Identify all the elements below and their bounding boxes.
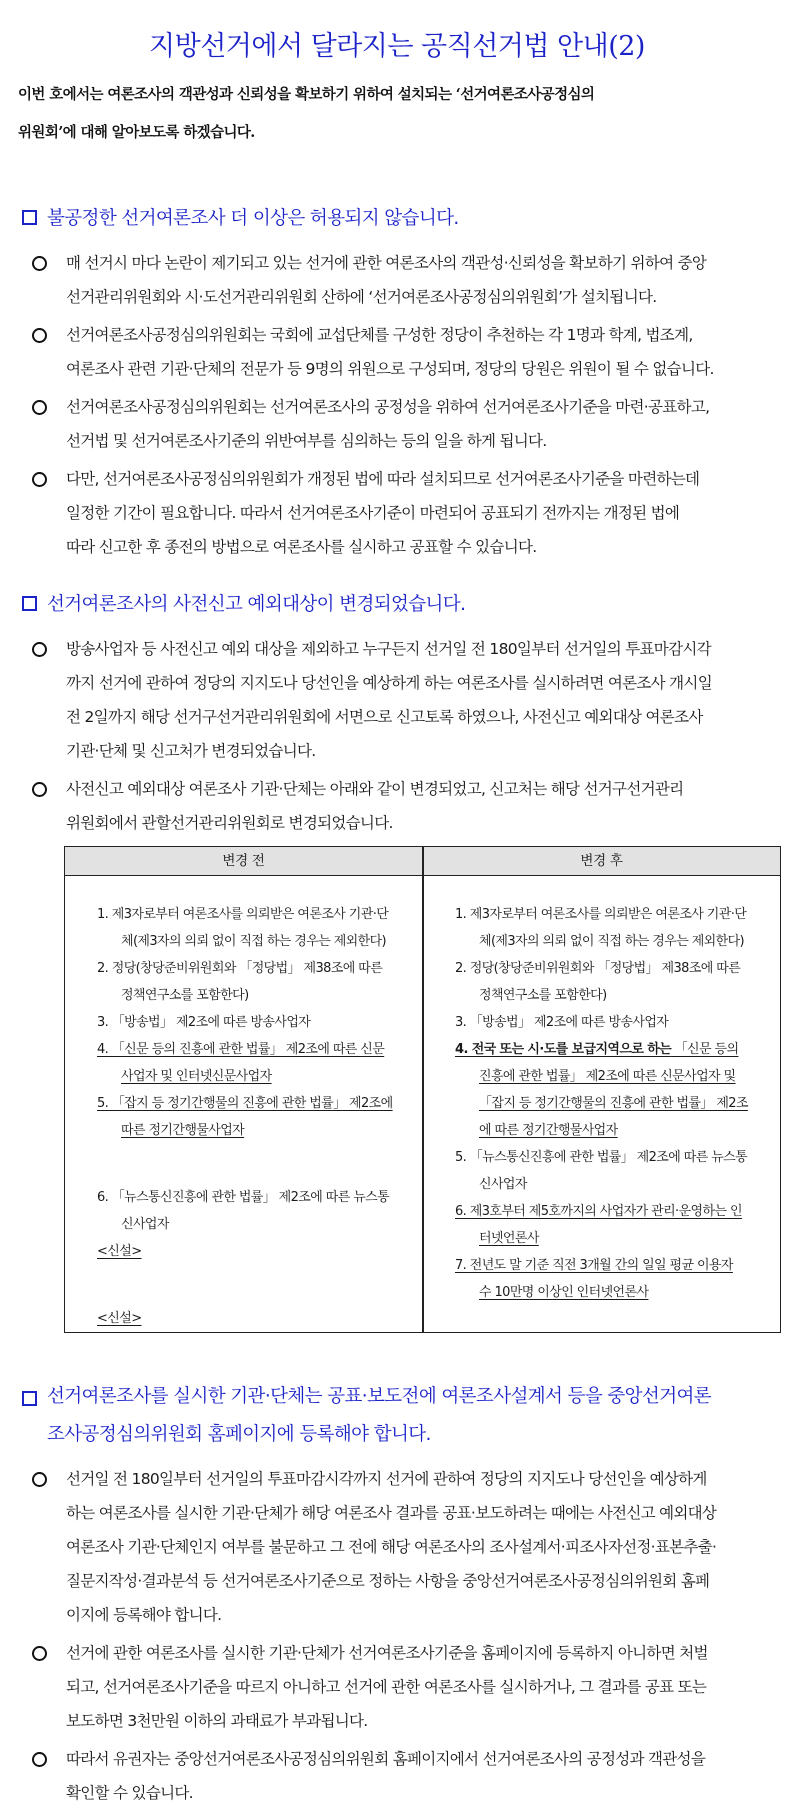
circle-bullet-icon — [32, 1752, 47, 1767]
bullet-paragraph: 선거에 관한 여론조사를 실시한 기관·단체가 선거여론조사기준을 홈페이지에 등록하지 아니하면 처벌 되고, 선거여론조사기준을 따르지 아니하고 선거에 관한 여론조사를 실시하거나, 그 결과를 공표 또는 보도하면 3천만원 이하의 과태료가 부과됩니다. — [22, 1636, 780, 1738]
bullet-paragraph: 매 선거시 마다 논란이 제기되고 있는 선거에 관한 여론조사의 객관성·신뢰성을 확보하기 위하여 중앙 선거관리위원회와 시·도선거관리위원회 산하에 ‘선거여론조사공정심의위원회’가 설치됩니다. — [22, 246, 780, 314]
table-item: 5. 「뉴스통신진흥에 관한 법률」 제2조에 따른 뉴스통 신사업자 — [455, 1150, 748, 1192]
comparison-table — [64, 846, 781, 1333]
table-item: 6. 「뉴스통신진흥에 관한 법률」 제2조에 따른 뉴스통 신사업자 — [97, 1190, 390, 1232]
circle-bullet-icon — [32, 782, 47, 797]
circle-bullet-icon — [32, 400, 47, 415]
bullet-paragraph: 선거여론조사공정심의위원회는 국회에 교섭단체를 구성한 정당이 추천하는 각 1명과 학계, 법조계, 여론조사 관련 기관·단체의 전문가 등 9명의 위원으로 구성되며, 정당의 당원은 위원이 될 수 없습니다. — [22, 318, 780, 386]
new-clause-placeholder: <신설> — [97, 1244, 142, 1259]
section2-bullets — [22, 632, 780, 840]
table-item: 3. 「방송법」 제2조에 따른 방송사업자 — [455, 1015, 669, 1030]
checkbox-square-icon — [22, 210, 37, 225]
bullet-paragraph: 선거일 전 180일부터 선거일의 투표마감시각까지 선거에 관하여 정당의 지지도나 당선인을 예상하게 하는 여론조사를 실시한 기관·단체가 해당 여론조사 결과를 공표·보도하려는 때에는 사전신고 예외대상 여론조사 기관·단체인지 여부를 불문하고 그 전에 해당 여론조사의 조사설계서·피조사자선정·표본추출· 질문지작성·결과분석 등 선거여론조사기준으로 정하는 사항을 중앙선거여론조사공정심의위원회 홈페 이지에 등록해야 합니다. — [22, 1462, 780, 1632]
bullet-paragraph: 사전신고 예외대상 여론조사 기관·단체는 아래와 같이 변경되었고, 신고처는 해당 선거구선거관리 위원회에서 관할선거관리위원회로 변경되었습니다. — [22, 772, 780, 840]
table-item: 1. 제3자로부터 여론조사를 의뢰받은 여론조사 기관·단 체(제3자의 의뢰 없이 직접 하는 경우는 제외한다) — [97, 907, 389, 949]
intro-line: 위원회’에 대해 알아보도록 하겠습니다. — [18, 124, 255, 141]
section1-bullets — [22, 246, 780, 564]
circle-bullet-icon — [32, 642, 47, 657]
document-title: 지방선거에서 달라지는 공직선거법 안내(2) — [149, 31, 645, 62]
section-heading-registration: 선거여론조사를 실시한 기관·단체는 공표·보도전에 여론조사설계서 등을 중앙선거여론 조사공정심의위원회 홈페이지에 등록해야 합니다. — [22, 1378, 782, 1454]
intro-line: 이번 호에서는 여론조사의 객관성과 신뢰성을 확보하기 위하여 설치되는 ‘선거여론조사공정심의 — [18, 86, 595, 103]
column-divider — [422, 847, 424, 1332]
table-item: 2. 정당(창당준비위원회와 「정당법」 제38조에 따른 정책연구소를 포함한다) — [455, 961, 741, 1003]
circle-bullet-icon — [32, 256, 47, 271]
circle-bullet-icon — [32, 1646, 47, 1661]
bullet-paragraph: 방송사업자 등 사전신고 예외 대상을 제외하고 누구든지 선거일 전 180일부터 선거일의 투표마감시각 까지 선거에 관하여 정당의 지지도나 당선인을 예상하게 하는 여론조사를 실시하려면 여론조사 개시일 전 2일까지 해당 선거구선거관리위원회에 서면으로 신고토록 하였으나, 사전신고 예외대상 여론조사 기관·단체 및 신고처가 변경되었습니다. — [22, 632, 780, 768]
column-header-before: 변경 전 — [222, 853, 265, 869]
intro-paragraph — [18, 76, 780, 152]
column-before — [73, 901, 413, 1332]
checkbox-square-icon — [22, 596, 37, 611]
section-heading-exemption-change: 선거여론조사의 사전신고 예외대상이 변경되었습니다. — [22, 586, 782, 624]
bullet-paragraph: 다만, 선거여론조사공정심의위원회가 개정된 법에 따라 설치되므로 선거여론조사기준을 마련하는데 일정한 기간이 필요합니다. 따라서 선거여론조사기준이 마련되어 공표되기 전까지는 개정된 법에 따라 신고한 후 종전의 방법으로 여론조사를 실시하고 공표할 수 있습니다. — [22, 462, 780, 564]
table-item: 1. 제3자로부터 여론조사를 의뢰받은 여론조사 기관·단 체(제3자의 의뢰 없이 직접 하는 경우는 제외한다) — [455, 907, 747, 949]
circle-bullet-icon — [32, 472, 47, 487]
column-header-after: 변경 후 — [580, 853, 623, 869]
new-clause-placeholder: <신설> — [97, 1311, 142, 1326]
table-item-underlined: 6. 제3호부터 제5호까지의 사업자가 관리·운영하는 인 터넷언론사 — [455, 1204, 742, 1246]
bullet-paragraph: 선거여론조사공정심의위원회는 선거여론조사의 공정성을 위하여 선거여론조사기준을 마련·공표하고, 선거법 및 선거여론조사기준의 위반여부를 심의하는 등의 일을 하게 됩니다. — [22, 390, 780, 458]
table-item-underlined: 5. 「잡지 등 정기간행물의 진흥에 관한 법률」 제2조에 따른 정기간행물사업자 — [97, 1096, 393, 1138]
circle-bullet-icon — [32, 328, 47, 343]
circle-bullet-icon — [32, 1472, 47, 1487]
section-heading-unfair-polls: 불공정한 선거여론조사 더 이상은 허용되지 않습니다. — [22, 200, 782, 238]
checkbox-square-icon — [22, 1391, 37, 1406]
table-item: 2. 정당(창당준비위원회와 「정당법」 제38조에 따른 정책연구소를 포함한다) — [97, 961, 383, 1003]
table-item-underlined: 4. 「신문 등의 진흥에 관한 법률」 제2조에 따른 신문 사업자 및 인터넷신문사업자 — [97, 1042, 385, 1084]
section3-bullets — [22, 1462, 780, 1810]
table-item: 3. 「방송법」 제2조에 따른 방송사업자 — [97, 1015, 311, 1030]
table-item-underlined: 7. 전년도 말 기준 직전 3개월 간의 일일 평균 이용자 수 10만명 이상인 인터넷언론사 — [455, 1258, 733, 1300]
column-after — [431, 901, 771, 1306]
bullet-paragraph: 따라서 유권자는 중앙선거여론조사공정심의위원회 홈페이지에서 선거여론조사의 공정성과 객관성을 확인할 수 있습니다. — [22, 1742, 780, 1810]
table-item-underlined: 4. 전국 또는 시·도를 보급지역으로 하는 「신문 등의 진흥에 관한 법률」 제2조에 따른 신문사업자 및 「잡지 등 정기간행물의 진흥에 관한 법률」 제2조 에 따른 정기간행물사업자 — [455, 1042, 748, 1138]
